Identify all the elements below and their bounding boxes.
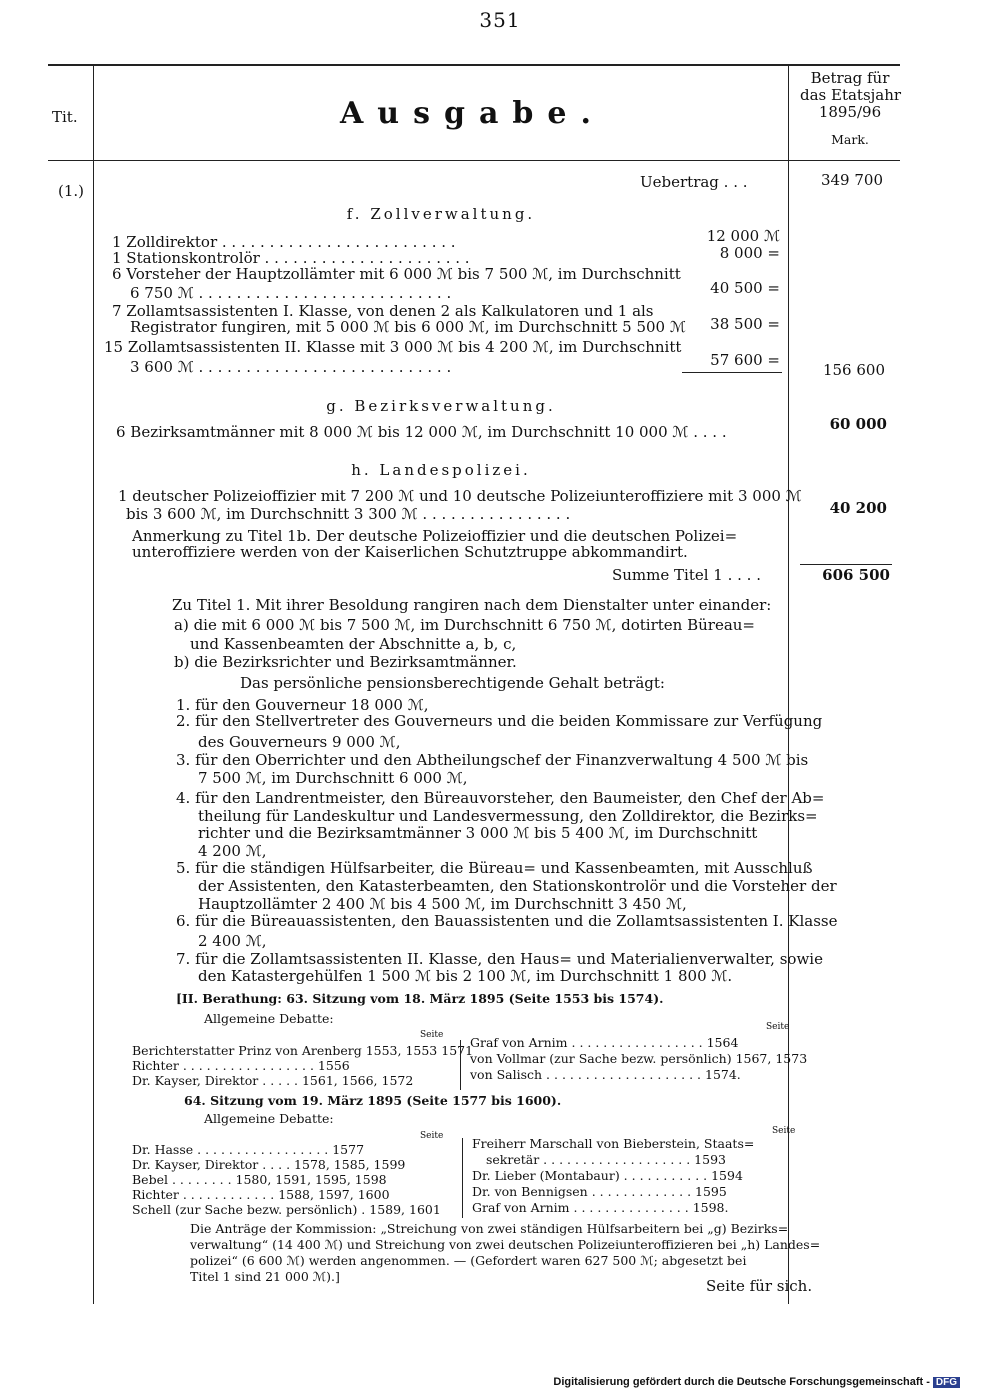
remark-line-21: den Katastergehülfen 1 500 ℳ bis 2 100 ℳ, im Durchschnitt 1 800 ℳ. <box>198 967 733 985</box>
debate-2-seite-right: Seite <box>772 1126 796 1136</box>
debate-2-right-4: Dr. von Bennigsen . . . . . . . . . . . . . 1595 <box>472 1184 727 1199</box>
amount-header-line-1: Betrag für <box>810 69 890 87</box>
amount-header-line-3: 1895/96 <box>818 103 882 121</box>
closing-line-4: Titel 1 sind 21 000 ℳ).] <box>190 1269 340 1284</box>
remark-line-1: Zu Titel 1. Mit ihrer Besoldung rangiren nach dem Dienstalter unter einander: <box>172 596 772 614</box>
debate-2-left-1: Dr. Hasse . . . . . . . . . . . . . . . . . 1577 <box>132 1142 365 1157</box>
debate-2-divider <box>462 1138 463 1218</box>
remark-line-9: 3. für den Oberrichter und den Abtheilungschef der Finanzverwaltung 4 500 ℳ bis <box>176 751 809 769</box>
remark-line-20: 7. für die Zollamtsassistenten II. Klasse, den Haus= und Materialienverwalter, sowie <box>176 950 823 968</box>
left-column-rule <box>93 64 94 1304</box>
section-f-line-7: 15 Zollamtsassistenten II. Klasse mit 3 000 ℳ bis 4 200 ℳ, im Durchschnitt <box>104 338 682 356</box>
section-f-amount-3: 40 500 = <box>710 279 780 297</box>
remark-line-16: der Assistenten, den Katasterbeamten, den Stationskontrolör und die Vorsteher der <box>198 877 837 895</box>
remark-line-10: 7 500 ℳ, im Durchschnitt 6 000 ℳ, <box>198 769 468 787</box>
debate-2-left-4: Richter . . . . . . . . . . . . 1588, 1597, 1600 <box>132 1187 390 1202</box>
summe-amount: 606 500 <box>822 566 890 584</box>
section-f-line-8: 3 600 ℳ . . . . . . . . . . . . . . . . . . . . . . . . . . . <box>130 358 452 376</box>
tit-label: Tit. <box>52 108 78 126</box>
top-rule <box>48 64 900 66</box>
amount-header-line-2: das Etatsjahr <box>800 86 902 104</box>
section-f-amount-2: 8 000 = <box>719 244 780 262</box>
debate-1-divider <box>460 1040 461 1090</box>
closing-line-3: polizei“ (6 600 ℳ) werden angenommen. — (Gefordert waren 627 500 ℳ; abgesetzt bei <box>190 1253 747 1268</box>
debate-1-seite-left: Seite <box>420 1030 444 1040</box>
debate-2-right-3: Dr. Lieber (Montabaur) . . . . . . . . . . . 1594 <box>472 1168 743 1183</box>
remark-line-14: 4 200 ℳ, <box>198 842 267 860</box>
debate-1-left-1: Berichterstatter Prinz von Arenberg 1553, 1553 1571 <box>132 1043 474 1058</box>
remark-line-2: a) die mit 6 000 ℳ bis 7 500 ℳ, im Durchschnitt 6 750 ℳ, dotirten Büreau= <box>174 616 755 634</box>
section-f-line-4: 6 750 ℳ . . . . . . . . . . . . . . . . . . . . . . . . . . . <box>130 284 452 302</box>
remark-line-3: und Kassenbeamten der Abschnitte a, b, c, <box>190 635 517 653</box>
dfg-logo: DFG <box>933 1377 960 1388</box>
title-number: (1.) <box>58 182 85 200</box>
section-f-amount-1: 12 000 ℳ <box>706 227 780 245</box>
closing-line-1: Die Anträge der Kommission: „Streichung von zwei ständigen Hülfsarbeitern bei „g) Bezirks= <box>190 1221 789 1236</box>
remark-line-7: 2. für den Stellvertreter des Gouverneurs und die beiden Kommissare zur Verfügung <box>176 712 823 730</box>
section-f-total: 156 600 <box>822 361 885 379</box>
remark-line-19: 2 400 ℳ, <box>198 932 267 950</box>
section-h-title: h. Landespolizei. <box>351 461 531 479</box>
uebertrag-label: Uebertrag . . . <box>640 173 748 191</box>
remark-line-13: richter und die Bezirksamtmänner 3 000 ℳ bis 5 400 ℳ, im Durchschnitt <box>198 824 758 842</box>
section-f-line-5: 7 Zollamtsassistenten I. Klasse, von denen 2 als Kalkulatoren und 1 als <box>112 302 654 320</box>
remark-line-4: b) die Bezirksrichter und Bezirksamtmänner. <box>174 653 517 671</box>
page-title: Ausgabe. <box>340 96 605 131</box>
section-f-line-3: 6 Vorsteher der Hauptzollämter mit 6 000 ℳ bis 7 500 ℳ, im Durchschnitt <box>112 265 681 283</box>
section-h-line-2: bis 3 600 ℳ, im Durchschnitt 3 300 ℳ . . . . . . . . . . . . . . . . <box>126 505 571 523</box>
summe-rule <box>800 564 892 565</box>
section-f-amount-5: 57 600 = <box>710 351 780 369</box>
section-g-line: 6 Bezirksamtmänner mit 8 000 ℳ bis 12 000 ℳ, im Durchschnitt 10 000 ℳ . . . . <box>116 423 727 441</box>
section-g-total: 60 000 <box>829 415 887 433</box>
remark-line-5: Das persönliche pensionsberechtigende Gehalt beträgt: <box>240 674 665 692</box>
debate-2-subheading: Allgemeine Debatte: <box>204 1111 334 1126</box>
debate-1-right-1: Graf von Arnim . . . . . . . . . . . . . . . . . 1564 <box>470 1035 739 1050</box>
debate-2-right-2: sekretär . . . . . . . . . . . . . . . . . . . 1593 <box>486 1152 726 1167</box>
page-number: 351 <box>479 8 521 32</box>
section-h-note-1: Anmerkung zu Titel 1b. Der deutsche Polizeioffizier und die deutschen Polizei= <box>132 527 738 545</box>
seite-fuer-sich: Seite für sich. <box>706 1277 813 1295</box>
section-h-note-2: unteroffiziere werden von der Kaiserlichen Schutztruppe abkommandirt. <box>132 543 688 561</box>
remark-line-8: des Gouverneurs 9 000 ℳ, <box>198 733 401 751</box>
remark-line-6: 1. für den Gouverneur 18 000 ℳ, <box>176 696 429 714</box>
debate-1-right-2: von Vollmar (zur Sache bezw. persönlich) 1567, 1573 <box>470 1051 808 1066</box>
right-column-rule <box>788 64 789 1304</box>
section-f-amount-4: 38 500 = <box>710 315 780 333</box>
debate-1-subheading: Allgemeine Debatte: <box>204 1011 334 1026</box>
section-h-line-1: 1 deutscher Polizeioffizier mit 7 200 ℳ und 10 deutsche Polizeiunteroffiziere mit 3 000 ℳ <box>118 487 802 505</box>
debate-1-seite-right: Seite <box>766 1022 790 1032</box>
footer-credit <box>553 1376 960 1388</box>
section-g-title: g. Bezirksverwaltung. <box>326 397 556 415</box>
section-f-line-1: 1 Zolldirektor . . . . . . . . . . . . . . . . . . . . . . . . . <box>112 233 456 251</box>
header-rule <box>48 160 900 161</box>
debate-2-right-5: Graf von Arnim . . . . . . . . . . . . . . . 1598. <box>472 1200 729 1215</box>
debate-2-seite-left: Seite <box>420 1131 444 1141</box>
section-f-line-2: 1 Stationskontrolör . . . . . . . . . . . . . . . . . . . . . . <box>112 249 470 267</box>
debate-1-heading: [II. Berathung: 63. Sitzung vom 18. März 1895 (Seite 1553 bis 1574). <box>176 991 664 1006</box>
debate-2-left-2: Dr. Kayser, Direktor . . . . 1578, 1585, 1599 <box>132 1157 406 1172</box>
section-f-sum-rule <box>682 372 782 373</box>
debate-1-left-2: Richter . . . . . . . . . . . . . . . . . 1556 <box>132 1058 350 1073</box>
debate-2-left-3: Bebel . . . . . . . . 1580, 1591, 1595, 1598 <box>132 1172 387 1187</box>
remark-line-18: 6. für die Büreauassistenten, den Bauassistenten und die Zollamtsassistenten I. Klasse <box>176 912 838 930</box>
amount-unit: Mark. <box>831 132 869 147</box>
debate-2-right-1: Freiherr Marschall von Bieberstein, Staats= <box>472 1136 755 1151</box>
section-h-total: 40 200 <box>829 499 887 517</box>
remark-line-15: 5. für die ständigen Hülfsarbeiter, die Büreau= und Kassenbeamten, mit Ausschluß <box>176 859 813 877</box>
remark-line-17: Hauptzollämter 2 400 ℳ bis 4 500 ℳ, im Durchschnitt 3 450 ℳ, <box>198 895 687 913</box>
closing-line-2: verwaltung“ (14 400 ℳ) und Streichung von zwei deutschen Polizeiunteroffizieren bei „h) Landes= <box>190 1237 821 1252</box>
remark-line-12: theilung für Landeskultur und Landesvermessung, den Zolldirektor, die Bezirks= <box>198 807 818 825</box>
summe-label: Summe Titel 1 . . . . <box>612 566 761 584</box>
debate-1-right-3: von Salisch . . . . . . . . . . . . . . . . . . . . 1574. <box>470 1067 741 1082</box>
debate-2-heading: 64. Sitzung vom 19. März 1895 (Seite 1577 bis 1600). <box>184 1093 562 1108</box>
section-f-title: f. Zollverwaltung. <box>346 205 536 223</box>
uebertrag-amount: 349 700 <box>820 171 883 189</box>
footer-text: Digitalisierung gefördert durch die Deutsche Forschungsgemeinschaft - <box>553 1376 930 1388</box>
section-f-line-6: Registrator fungiren, mit 5 000 ℳ bis 6 000 ℳ, im Durchschnitt 5 500 ℳ <box>130 318 686 336</box>
debate-2-left-5: Schell (zur Sache bezw. persönlich) . 1589, 1601 <box>132 1202 441 1217</box>
debate-1-left-3: Dr. Kayser, Direktor . . . . . 1561, 1566, 1572 <box>132 1073 414 1088</box>
remark-line-11: 4. für den Landrentmeister, den Büreauvorsteher, den Baumeister, den Chef der Ab= <box>176 789 825 807</box>
